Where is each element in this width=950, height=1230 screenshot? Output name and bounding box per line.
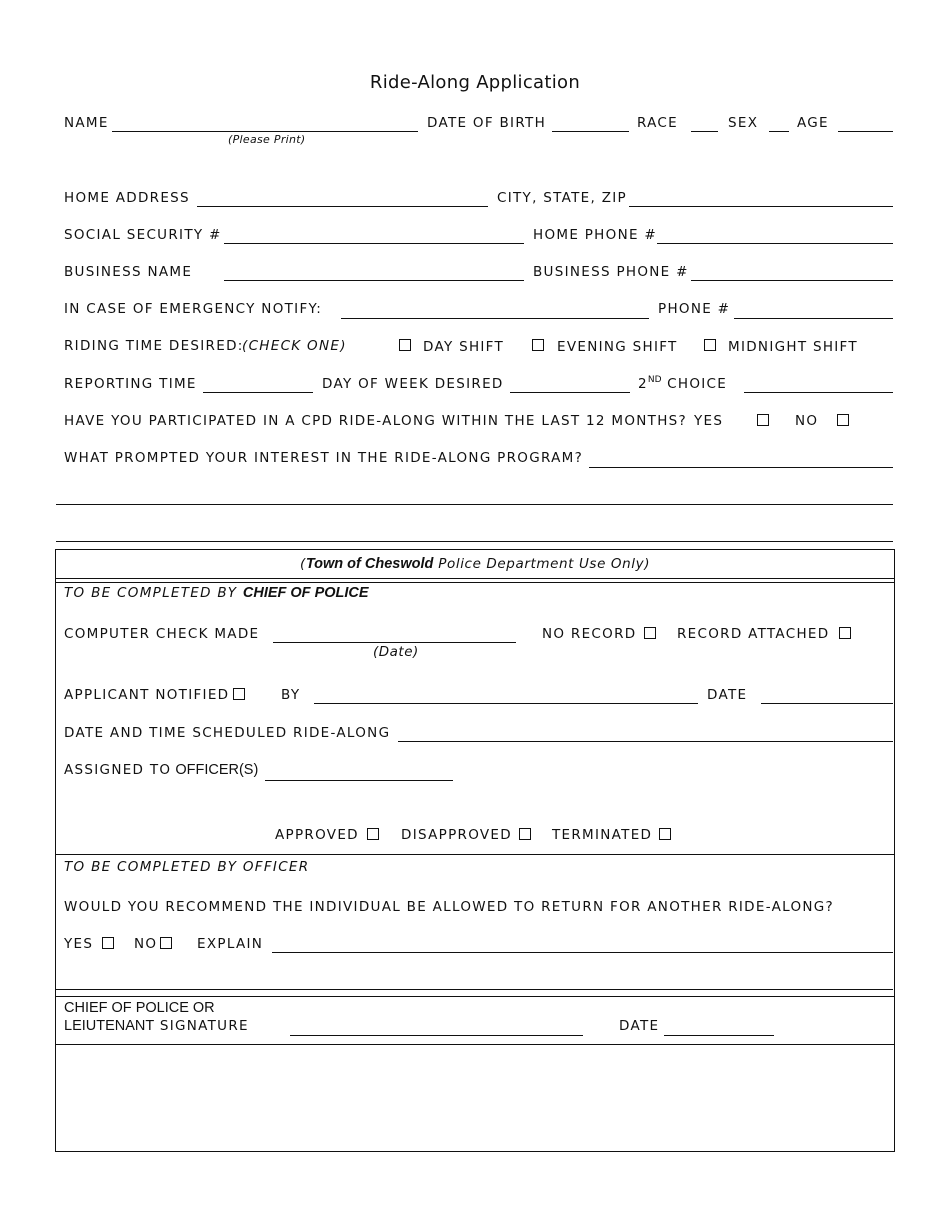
header-open-paren: (: [299, 556, 306, 572]
record-attached-label: RECORD ATTACHED: [677, 626, 830, 642]
scheduled-label: DATE AND TIME SCHEDULED RIDE-ALONG: [64, 725, 391, 741]
signature-label-line-2: [64, 1018, 249, 1034]
interest-field-line-3[interactable]: [56, 541, 893, 542]
name-field[interactable]: [112, 131, 418, 132]
computer-check-label: COMPUTER CHECK MADE: [64, 626, 260, 642]
assigned-suffix: OFFICER(S): [171, 762, 259, 778]
signature-field[interactable]: [290, 1035, 583, 1036]
day-of-week-field[interactable]: [510, 392, 630, 393]
reporting-time-label: REPORTING TIME: [64, 376, 197, 392]
notified-date-field[interactable]: [761, 703, 893, 704]
officer-section-title: TO BE COMPLETED BY OFFICER: [64, 859, 310, 875]
ssn-label: SOCIAL SECURITY #: [64, 227, 222, 243]
chief-section-name: CHIEF OF POLICE: [242, 585, 369, 601]
emergency-label: IN CASE OF EMERGENCY NOTIFY:: [64, 301, 323, 317]
divider: [55, 1044, 895, 1045]
race-field[interactable]: [691, 131, 718, 132]
recommend-no-label: NO: [134, 936, 158, 952]
home-address-field[interactable]: [197, 206, 488, 207]
emergency-field[interactable]: [341, 318, 649, 319]
city-state-zip-label: CITY, STATE, ZIP: [497, 190, 627, 206]
notified-date-label: DATE: [707, 687, 748, 703]
chief-section-title: [64, 585, 369, 601]
day-shift-checkbox[interactable]: [399, 339, 411, 351]
age-label: AGE: [797, 115, 829, 131]
recommend-yes-checkbox[interactable]: [102, 937, 114, 949]
check-one-note: (CHECK ONE): [242, 338, 347, 354]
explain-field-line-2[interactable]: [56, 989, 893, 990]
applicant-notified-checkbox[interactable]: [233, 688, 245, 700]
interest-question: WHAT PROMPTED YOUR INTEREST IN THE RIDE-ALONG PROGRAM?: [64, 450, 584, 466]
town-name: Town of Cheswold: [305, 556, 434, 572]
second-choice-number: 2: [638, 376, 648, 392]
recommend-question: WOULD YOU RECOMMEND THE INDIVIDUAL BE ALLOWED TO RETURN FOR ANOTHER RIDE-ALONG?: [64, 899, 835, 915]
participated-yes-label: YES: [694, 413, 724, 429]
no-record-label: NO RECORD: [542, 626, 637, 642]
participated-no-label: NO: [795, 413, 819, 429]
by-label: BY: [281, 687, 301, 703]
explain-label: EXPLAIN: [197, 936, 264, 952]
header-rest: Police Department Use Only): [433, 556, 651, 572]
riding-time-label: RIDING TIME DESIRED:: [64, 338, 244, 354]
department-use-header: [0, 556, 950, 572]
assigned-prefix: ASSIGNED TO: [64, 762, 172, 778]
recommend-no-checkbox[interactable]: [160, 937, 172, 949]
terminated-label: TERMINATED: [552, 827, 653, 843]
second-choice-field[interactable]: [744, 392, 893, 393]
divider: [55, 996, 895, 997]
midnight-shift-label: MIDNIGHT SHIFT: [728, 339, 858, 355]
terminated-checkbox[interactable]: [659, 828, 671, 840]
notified-by-field[interactable]: [314, 703, 698, 704]
business-name-label: BUSINESS NAME: [64, 264, 193, 280]
evening-shift-checkbox[interactable]: [532, 339, 544, 351]
midnight-shift-checkbox[interactable]: [704, 339, 716, 351]
signature-word: SIGNATURE: [154, 1018, 249, 1034]
date-caption: (Date): [373, 644, 419, 660]
signature-date-field[interactable]: [664, 1035, 774, 1036]
home-phone-label: HOME PHONE #: [533, 227, 657, 243]
signature-title: LEIUTENANT: [64, 1018, 155, 1034]
ssn-field[interactable]: [224, 243, 524, 244]
participated-no-checkbox[interactable]: [837, 414, 849, 426]
second-choice-superscript: ND: [647, 375, 662, 385]
age-field[interactable]: [838, 131, 893, 132]
chief-section-prefix: TO BE COMPLETED BY: [64, 585, 243, 601]
record-attached-checkbox[interactable]: [839, 627, 851, 639]
no-record-checkbox[interactable]: [644, 627, 656, 639]
sex-label: SEX: [728, 115, 759, 131]
please-print-caption: (Please Print): [228, 133, 306, 146]
evening-shift-label: EVENING SHIFT: [557, 339, 678, 355]
applicant-notified-label: APPLICANT NOTIFIED: [64, 687, 230, 703]
day-shift-label: DAY SHIFT: [423, 339, 505, 355]
divider: [55, 582, 895, 583]
day-of-week-label: DAY OF WEEK DESIRED: [322, 376, 504, 392]
interest-field-line-1[interactable]: [589, 467, 893, 468]
second-choice-label: [638, 376, 727, 392]
business-phone-label: BUSINESS PHONE #: [533, 264, 689, 280]
recommend-yes-label: YES: [64, 936, 94, 952]
emergency-phone-field[interactable]: [734, 318, 893, 319]
divider: [55, 578, 895, 579]
computer-check-date-field[interactable]: [273, 642, 516, 643]
sex-field[interactable]: [769, 131, 789, 132]
city-state-zip-field[interactable]: [629, 206, 893, 207]
home-phone-field[interactable]: [657, 243, 893, 244]
dob-field[interactable]: [552, 131, 629, 132]
assigned-label: [64, 762, 258, 778]
disapproved-label: DISAPPROVED: [401, 827, 512, 843]
page-title: Ride-Along Application: [369, 72, 581, 93]
business-phone-field[interactable]: [691, 280, 893, 281]
reporting-time-field[interactable]: [203, 392, 313, 393]
participated-yes-checkbox[interactable]: [757, 414, 769, 426]
approved-checkbox[interactable]: [367, 828, 379, 840]
race-label: RACE: [637, 115, 678, 131]
scheduled-field[interactable]: [398, 741, 893, 742]
signature-date-label: DATE: [619, 1018, 660, 1034]
assigned-officer-field[interactable]: [265, 780, 453, 781]
emergency-phone-label: PHONE #: [658, 301, 731, 317]
home-address-label: HOME ADDRESS: [64, 190, 190, 206]
explain-field-line-1[interactable]: [272, 952, 893, 953]
approved-label: APPROVED: [275, 827, 359, 843]
divider: [55, 854, 895, 855]
participated-question: HAVE YOU PARTICIPATED IN A CPD RIDE-ALONG WITHIN THE LAST 12 MONTHS?: [64, 413, 687, 429]
interest-field-line-2[interactable]: [56, 504, 893, 505]
signature-label-line-1: CHIEF OF POLICE OR: [64, 1000, 215, 1016]
second-choice-text: CHOICE: [667, 376, 728, 392]
name-label: NAME: [64, 115, 109, 131]
disapproved-checkbox[interactable]: [519, 828, 531, 840]
business-name-field[interactable]: [224, 280, 524, 281]
dob-label: DATE OF BIRTH: [427, 115, 547, 131]
